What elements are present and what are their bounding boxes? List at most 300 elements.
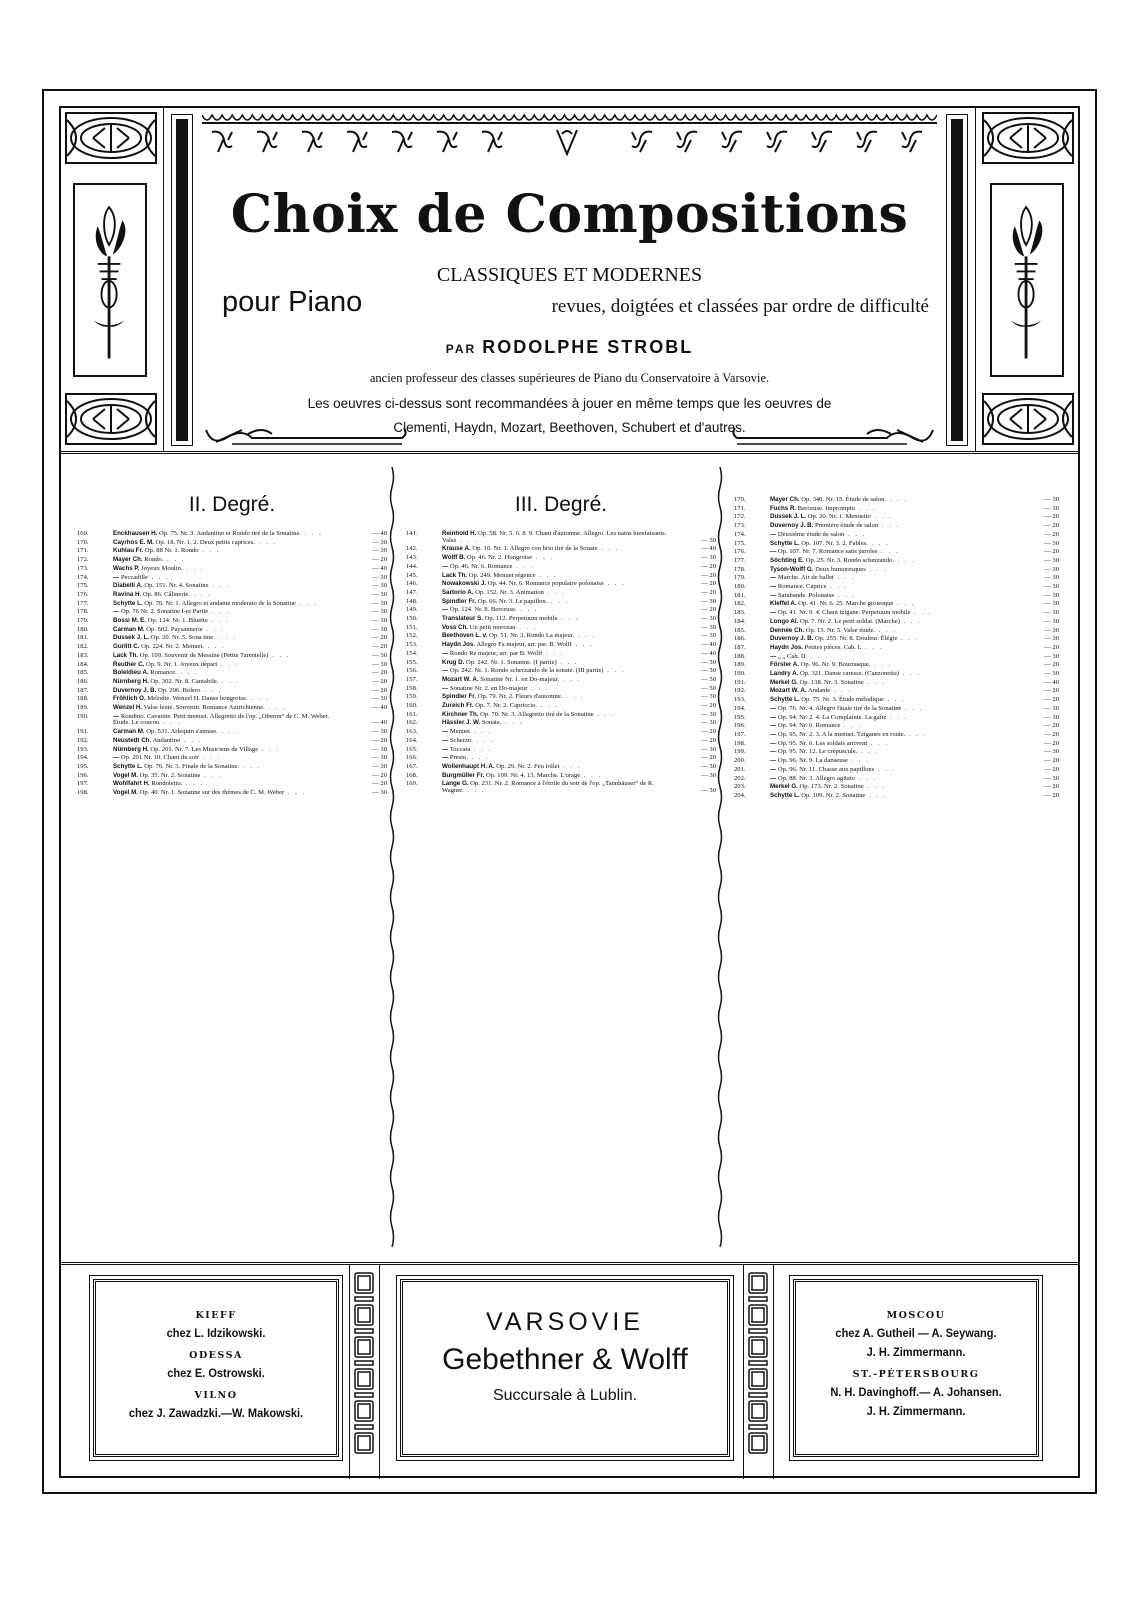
work-title: Op. 151. Nr. 4. Sonatine <box>144 582 209 590</box>
entry-number: 187. <box>77 686 89 694</box>
leader-dots: . . . <box>470 728 492 736</box>
work-title: Op. 46. Nr. 6. Romance <box>449 562 513 570</box>
price: — 30 <box>1044 496 1059 503</box>
entry-number: 170. <box>77 538 89 546</box>
catalog-entry <box>734 601 1059 608</box>
composer-name: Bossi M. E. <box>113 617 147 625</box>
catalog-entry <box>734 706 1059 713</box>
entry-list <box>77 531 387 797</box>
work-title: Op. 249. Menuet régence <box>468 571 536 579</box>
column-degree-2 <box>77 457 387 1247</box>
entry-number: 152. <box>406 632 418 640</box>
leader-dots: . . . <box>559 762 582 770</box>
work-title: Rondoletto. <box>151 780 183 788</box>
leader-dots: . . . <box>844 530 867 538</box>
entry-number: 182. <box>734 600 746 608</box>
price: — 30 <box>372 745 387 753</box>
work-title: Op. 18. Nr. 1. 2. Deux petits caprices. <box>155 538 256 546</box>
agents-box-left <box>93 1279 339 1457</box>
composer-name: Gurlitt C. <box>113 643 140 651</box>
catalog-entry <box>734 715 1059 722</box>
catalog-entry <box>77 705 387 712</box>
work-title: Op. 51. Nr. 3. Rondo La majeur. <box>488 632 575 640</box>
leader-dots: . . . <box>207 617 230 625</box>
composer-name: Lack Th. <box>113 651 139 659</box>
catalog-entry <box>77 679 387 686</box>
city-name: KIEFF <box>195 1310 237 1321</box>
composer-name: Krause A. <box>442 545 471 553</box>
price: — 30 <box>1044 504 1059 512</box>
price: — 30 <box>1044 591 1059 599</box>
work-title: Op. 76. Nr. 3. Finale de la Sonatine. <box>144 762 240 770</box>
catalog-entry <box>77 540 387 547</box>
leader-dots: . . . <box>543 588 566 596</box>
price: — 30 <box>701 710 716 718</box>
entry-number: 156. <box>406 667 418 675</box>
catalog-entry <box>77 653 387 660</box>
leader-dots: . . . <box>527 684 550 692</box>
agent-name: chez L. Idzikowski. <box>166 1326 266 1340</box>
price: — 20 <box>372 634 387 642</box>
leader-dots: . . . <box>806 652 829 660</box>
leader-dots: . . . <box>180 736 203 744</box>
price: — 50 <box>701 684 716 692</box>
composer-name: Förster A. <box>770 661 799 669</box>
composer-name: — <box>770 704 777 712</box>
composer-name: Kuhlau Fr. <box>113 547 144 555</box>
work-title: Op. 109. Nr. 2. Sonatine <box>801 791 866 799</box>
lily-ornament-icon <box>992 185 1062 375</box>
catalog-entry <box>77 592 387 599</box>
composer-name: — <box>770 730 777 738</box>
leader-dots: . . . <box>899 617 922 625</box>
catalog-entry <box>734 575 1059 582</box>
price: — 20 <box>372 780 387 788</box>
entry-number: 193. <box>734 696 746 704</box>
catalog-entry <box>77 575 387 582</box>
entry-list <box>406 531 716 795</box>
leader-dots: . . . <box>247 695 270 703</box>
entry-number: 171. <box>734 504 746 512</box>
composer-name: Wolff B. <box>442 554 466 562</box>
catalog-entry <box>406 531 716 544</box>
composer-name: Zureich Fr. <box>442 702 474 710</box>
price: — 20 <box>1044 783 1059 791</box>
price: — 30 <box>1044 748 1059 756</box>
price: — 30 <box>701 762 716 770</box>
price: — 30 <box>372 617 387 625</box>
price: — 40 <box>701 545 716 553</box>
catalog-entry <box>406 590 716 597</box>
composer-name: — <box>770 530 777 538</box>
catalog-entry <box>77 755 387 762</box>
work-title: Deuxième étude de salon <box>777 530 845 538</box>
leader-dots: . . . <box>883 696 906 704</box>
composer-name: Schytte L. <box>113 599 143 607</box>
work-title: Op. 58. Nr. 5. 6. 8. 9. Chant d'automne. Allegro. Les nains bienfaisants. Valse <box>442 530 667 544</box>
publisher-footer <box>61 1262 1078 1476</box>
par-label: PAR <box>445 342 477 356</box>
composer-name: — <box>442 745 449 753</box>
catalog-entry <box>406 729 716 736</box>
work-title: Op. 29. Nr. 2. Feu follet <box>496 762 560 770</box>
left-ornament-column <box>59 106 164 451</box>
work-title: Op. 109. Nr. 4. 13. Marche. L'orage <box>485 771 581 779</box>
entry-number: 203. <box>734 783 746 791</box>
leader-dots: . . . <box>470 745 493 753</box>
leader-dots: . . . <box>537 702 559 710</box>
composer-name: Beethoven L. v. <box>442 632 488 640</box>
catalog-entry <box>77 662 387 669</box>
leader-dots: . . . <box>865 791 888 799</box>
catalog-entry <box>77 566 387 573</box>
flower-frame <box>73 183 147 377</box>
composer-name: Tyson-Wolff G. <box>770 565 814 573</box>
author-line <box>202 337 937 358</box>
work-title: Op. 40. Nr. 1. Sonatine sur des thèmes de C. M. Weber <box>139 789 285 797</box>
composer-name: Schytte L. <box>113 762 143 770</box>
leader-dots: . . . <box>163 556 186 564</box>
entry-number: 162. <box>406 719 418 727</box>
leader-dots: . . . <box>547 597 570 605</box>
entry-number: 142. <box>406 545 418 553</box>
composer-name: Haydn Jos. <box>770 643 804 651</box>
work-title: Op. 173. Nr. 2. Sonatine <box>799 783 864 791</box>
catalog-entry <box>734 767 1059 774</box>
entry-number: 189. <box>734 661 746 669</box>
composer-name: Carman M. <box>113 625 145 633</box>
catalog-entry <box>406 694 716 701</box>
price: — 30 <box>1044 617 1059 625</box>
price: — 20 <box>372 736 387 744</box>
entry-number: 169. <box>406 780 418 788</box>
catalog-entry <box>734 776 1059 783</box>
leader-dots: . . . <box>258 745 281 753</box>
leader-dots: . . . <box>467 754 490 762</box>
entry-number: 193. <box>77 745 89 753</box>
composer-name: Lack Th. <box>442 571 468 579</box>
composer-name: — <box>770 583 777 591</box>
composer-name: Mozart W. A. <box>442 675 479 683</box>
city-name: VILNO <box>194 1390 238 1401</box>
work-title: Op. 302. Nr. 8. Cantabile. <box>150 677 219 685</box>
entry-number: 195. <box>77 762 89 770</box>
composer-name: Nürnberg H. <box>113 745 149 753</box>
catalog-entry <box>734 741 1059 748</box>
catalog-entry <box>734 610 1059 617</box>
price: — 20 <box>372 556 387 564</box>
price: — 30 <box>372 754 387 762</box>
entry-number: 141. <box>406 530 418 537</box>
entry-number: 173. <box>734 522 746 530</box>
leader-dots: . . . <box>863 783 886 791</box>
composer-name: Mayer Ch. <box>113 556 143 564</box>
scroll-ornament-icon <box>727 424 937 448</box>
catalog-entry <box>734 523 1059 530</box>
price: — 30 <box>1044 652 1059 660</box>
entry-number: 166. <box>406 754 418 762</box>
wavy-divider <box>717 467 723 1247</box>
price: — 30 <box>372 590 387 598</box>
leader-dots: . . . <box>857 748 880 756</box>
composer-name: Fuchs R. <box>770 504 797 512</box>
entry-number: 154. <box>406 649 418 657</box>
work-title: Presto. <box>449 754 468 762</box>
leader-dots: . . . <box>603 580 626 588</box>
composer-name: Vogel M. <box>113 771 138 779</box>
composer-name: Merkel G. <box>770 783 798 791</box>
composer-name: Krug D. <box>442 658 465 666</box>
leader-dots: . . . <box>255 538 277 546</box>
price: — 40 <box>372 704 387 712</box>
work-title: Joyeux Moulin. <box>141 564 183 572</box>
work-title: Sonate. <box>481 719 502 727</box>
entry-number: 177. <box>77 599 89 607</box>
leader-dots: . . . <box>200 686 223 694</box>
price: — 30 <box>372 651 387 659</box>
entry-number: 183. <box>734 609 746 617</box>
entry-number: 188. <box>77 695 89 703</box>
work-title: Op. 201. Nr. 7. Les Musiciens de Village <box>150 745 259 753</box>
work-title: Op. 88. Nr. 3. Allegro agitato <box>777 774 855 782</box>
price: — 40 <box>372 719 387 727</box>
composer-name: Wohlfahrt H. <box>113 780 150 788</box>
work-title: Op. 152. Nr. 3. Animation <box>475 588 544 596</box>
leader-dots: . . . <box>897 635 920 643</box>
leader-dots: . . . <box>268 651 291 659</box>
composer-name: — <box>770 722 777 730</box>
composer-name: Sartorio A. <box>442 588 474 596</box>
catalog-entry <box>406 781 716 794</box>
price: — 30 <box>701 536 716 544</box>
work-title: Op. 321. Danse caresse. (Canzonetta) <box>799 670 900 678</box>
composer-name: Söchting E. <box>770 556 805 564</box>
entry-number: 163. <box>406 728 418 736</box>
work-title: Op. 94. Nr. 2. 4. La Complainte. La gaîté <box>777 713 887 721</box>
catalog-entry <box>77 644 387 651</box>
leader-dots: . . . <box>200 771 223 779</box>
composer-name: Vogel M. <box>113 789 138 797</box>
catalog-entry <box>734 723 1059 730</box>
catalog-entry <box>734 732 1059 739</box>
composer-name: Reuther C. <box>113 660 145 668</box>
leader-dots: . . . <box>214 634 237 642</box>
entry-number: 201. <box>734 765 746 773</box>
price: — 30 <box>372 608 387 616</box>
price: — 50 <box>701 675 716 683</box>
composer-name: — <box>113 608 120 616</box>
recommendation-line-1: Les oeuvres ci-dessus sont recommandées à jouer en même temps que les oeuvres de <box>307 396 832 411</box>
entry-number: 188. <box>734 652 746 660</box>
leader-dots: . . . <box>532 554 555 562</box>
entry-number: 164. <box>406 736 418 744</box>
entry-number: 199. <box>734 748 746 756</box>
catalog-entry <box>77 781 387 788</box>
entry-number: 160. <box>406 702 418 710</box>
catalog-entry <box>734 619 1059 626</box>
catalog-entry <box>734 793 1059 800</box>
entry-number: 190. <box>734 670 746 678</box>
leader-dots: . . . <box>847 757 870 765</box>
square-chain-ornament-icon <box>353 1271 375 1471</box>
composer-name: Ravina H. <box>113 590 142 598</box>
entry-number: 145. <box>406 571 418 579</box>
catalog-entry <box>406 599 716 606</box>
composer-name: Duvernoy J. B. <box>770 635 814 643</box>
leader-dots: . . . <box>899 670 921 678</box>
description: revues, doigtées et classées par ordre de difficulté <box>551 296 929 317</box>
leader-dots: . . . <box>865 565 888 573</box>
entry-number: 185. <box>77 669 89 677</box>
entry-number: 181. <box>734 591 746 599</box>
work-title: Op. 340. Nr. 15. Étude de salon. <box>801 496 887 503</box>
catalog-entry <box>77 696 387 703</box>
entry-number: 174. <box>77 573 89 581</box>
composer-name: — <box>442 736 449 744</box>
entry-number: 178. <box>77 608 89 616</box>
composer-name: — <box>770 748 777 756</box>
catalog-entry <box>77 601 387 608</box>
work-title: Op. 96. Nr. 11. Chasse aux papillons <box>777 765 875 773</box>
work-title: „ „ Cah. II. <box>777 652 807 660</box>
work-title: Op. 94. Nr. 6. Romance <box>777 722 841 730</box>
work-title: Op. 531. Arlequin s'amuse. <box>146 728 218 736</box>
leader-dots: . . . <box>833 574 856 582</box>
agent-name: chez E. Ostrowski. <box>167 1366 265 1380</box>
price: — 40 <box>1044 678 1059 686</box>
price: — 30 <box>372 762 387 770</box>
composer-name: Duvernoy J. B. <box>770 522 814 530</box>
publisher-branch: Succursale à Lublin. <box>492 1387 638 1404</box>
entry-number: 173. <box>77 564 89 572</box>
leader-dots: . . . <box>580 771 603 779</box>
degree-heading: III. Degré. <box>514 493 608 516</box>
leader-dots: . . . <box>515 623 538 631</box>
wavy-divider <box>389 467 395 1247</box>
composer-name: Dussek J. L. <box>113 634 150 642</box>
price: — 30 <box>1044 565 1059 573</box>
composer-name: Haydn Jos. <box>442 641 476 649</box>
composer-name: — <box>770 713 777 721</box>
entry-number: 182. <box>77 643 89 651</box>
composer-name: Duvernoy J. B. <box>113 686 157 694</box>
work-title: Op. 41. Nr. 6. 25. Marche grotesque <box>798 600 894 608</box>
leader-dots: . . . <box>886 496 908 503</box>
catalog-entry <box>406 755 716 762</box>
work-title: Op. 25. Nr. 3. Rondo scherzando. <box>805 556 894 564</box>
leader-dots: . . . <box>159 719 182 727</box>
work-title: Op. 35. Nr. 2. Sonatine <box>139 771 201 779</box>
entry-number: 179. <box>734 574 746 582</box>
catalog-entry <box>734 671 1059 678</box>
work-title: Op. 107. Nr. 7. Romance sans paroles <box>777 548 878 556</box>
price: — 20 <box>372 686 387 694</box>
composer-name: Spindler Fr. <box>442 693 477 701</box>
leader-dots: . . . <box>893 600 916 608</box>
leader-dots: . . . <box>905 730 928 738</box>
catalog-entry <box>406 633 716 640</box>
work-title: Op. 41. Nr. 9. 4. Chant tzigane. Perpetuum mobile <box>777 609 911 617</box>
composer-name: Dussek J. L. <box>770 513 807 521</box>
entry-number: 195. <box>734 713 746 721</box>
entry-number: 168. <box>406 771 418 779</box>
leader-dots: . . . <box>878 522 901 530</box>
entry-number: 144. <box>406 562 418 570</box>
leader-dots: . . . <box>861 643 884 651</box>
price: — 20 <box>372 643 387 651</box>
price: — 20 <box>701 588 716 596</box>
composer-name: Enckhausen H. <box>113 530 158 537</box>
leader-dots: . . . <box>910 609 933 617</box>
leader-dots: . . . <box>870 661 893 669</box>
composer-name: — <box>770 652 777 660</box>
composer-name: Merkel G. <box>770 678 798 686</box>
entry-list <box>734 497 1059 800</box>
price: — 30 <box>701 693 716 701</box>
composer-name: — <box>113 573 120 581</box>
catalog-entry <box>77 635 387 642</box>
entry-number: 196. <box>77 771 89 779</box>
catalog-entry <box>406 703 716 710</box>
composer-name: Wenzel H. <box>113 704 143 712</box>
entry-number: 174. <box>734 530 746 538</box>
composer-name: Carman M. <box>113 728 145 736</box>
price: — 20 <box>372 669 387 677</box>
price: — 30 <box>1044 609 1059 617</box>
city-name: MOSCOU <box>886 1310 946 1321</box>
price: — 30 <box>1044 713 1059 721</box>
work-title: Op. 231. Nr. 2. Romance à l'étoile du soir de l'op. „Tannhäuser“ de R. Wagner. <box>442 780 654 795</box>
divider-line <box>773 1265 774 1479</box>
work-title: Op. 502. Paysannerie <box>146 625 203 633</box>
leader-dots: . . . <box>463 787 486 795</box>
price: — 20 <box>1044 791 1059 799</box>
work-title: Sonatine Nr. 1. en Do-majeur. <box>480 675 560 683</box>
divider-line <box>349 1265 350 1479</box>
agent-name: chez A. Gutheil — A. Seywang. <box>835 1326 997 1340</box>
leader-dots: . . . <box>182 564 205 572</box>
celtic-knot-icon <box>65 112 157 164</box>
leader-dots: . . . <box>593 710 616 718</box>
work-title: Andantino <box>152 736 181 744</box>
composer-name: Kirchner Th. <box>442 710 479 718</box>
flower-frame <box>990 183 1064 377</box>
leader-dots: . . . <box>516 606 539 614</box>
entry-number: 197. <box>734 730 746 738</box>
catalog-entry <box>77 790 387 797</box>
catalog-entry <box>77 548 387 555</box>
price: — 30 <box>1044 539 1059 547</box>
title-header <box>59 106 1080 454</box>
lily-ornament-icon <box>75 185 145 375</box>
celtic-knot-icon <box>65 393 157 445</box>
leader-dots: . . . <box>875 626 898 634</box>
work-title: Op. 112. Perpetuum mobile <box>484 615 558 623</box>
composer-name: — <box>442 667 449 675</box>
work-title: Op. 66. Nr. 3. Le papillon. <box>477 597 548 605</box>
entry-number: 183. <box>77 651 89 659</box>
price: — 30 <box>372 728 387 736</box>
price: — 20 <box>1044 696 1059 704</box>
divider-line <box>379 1265 380 1479</box>
leader-dots: . . . <box>557 615 580 623</box>
price: — 20 <box>701 562 716 570</box>
price: — 20 <box>701 728 716 736</box>
price: — 30 <box>1044 600 1059 608</box>
subtitle: CLASSIQUES ET MODERNES <box>436 264 703 286</box>
square-chain-ornament-icon <box>747 1271 769 1471</box>
work-title: Op. 75. Nr. 3. Étude mélodique <box>801 696 884 704</box>
